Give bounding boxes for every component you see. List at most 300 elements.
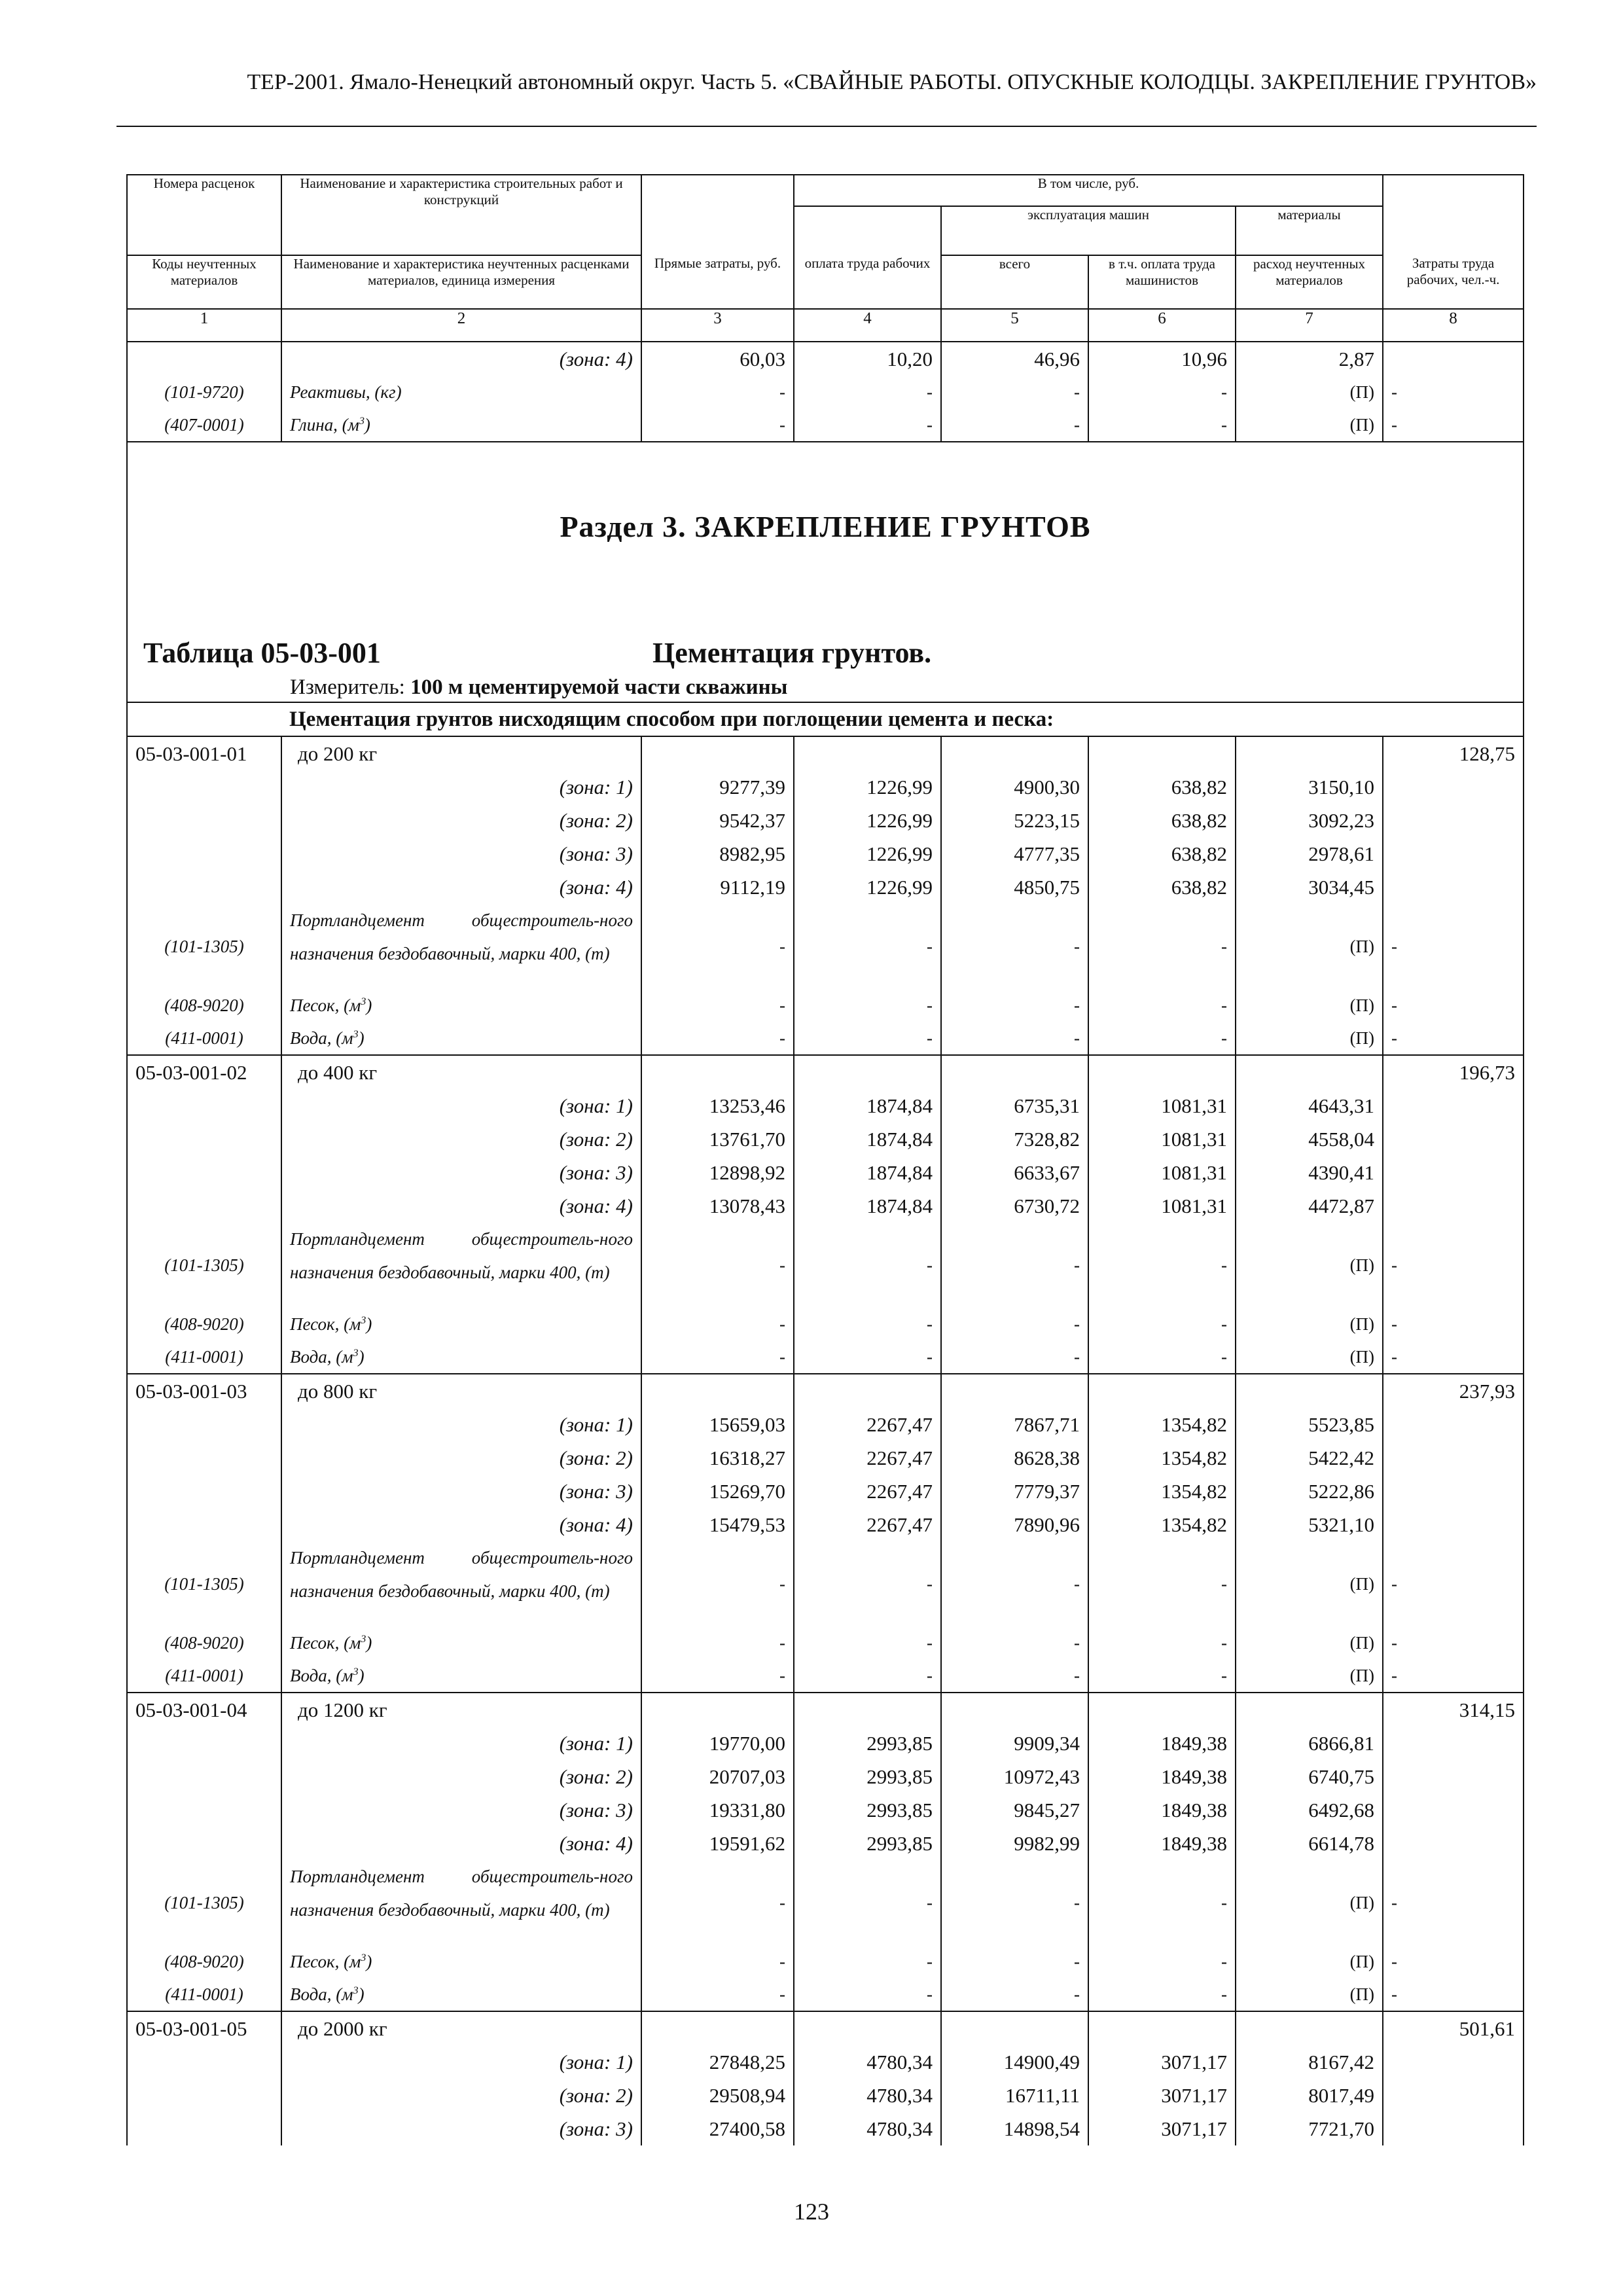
zone-value: 13761,70 <box>641 1122 794 1156</box>
rate-empty <box>1088 736 1236 770</box>
material-dash: - <box>941 1978 1088 2011</box>
material-p-mark: (П) <box>1236 989 1383 1022</box>
zone-value: 1354,82 <box>1088 1475 1236 1508</box>
material-code: (101-1305) <box>127 1223 281 1308</box>
column-number: 6 <box>1088 309 1236 342</box>
rate-empty <box>1088 2011 1236 2045</box>
zone-label: (зона: 3) <box>281 1475 641 1508</box>
rate-code-empty <box>127 1089 281 1122</box>
unit-exponent: 3 <box>361 1633 366 1645</box>
col8-header: Затраты труда рабочих, чел.-ч. <box>1383 255 1524 309</box>
material-dash: - <box>794 989 941 1022</box>
material-labor-dash: - <box>1383 1978 1524 2011</box>
material-row <box>127 989 1524 1022</box>
zone-row <box>127 2045 1524 2079</box>
col3-header: Прямые затраты, руб. <box>641 255 794 309</box>
material-name: Портландцемент общестроитель-ного назначения бездобавочный, марки 400, (т) <box>281 1860 641 1945</box>
zone-value: 8982,95 <box>641 837 794 870</box>
zone-value: 6614,78 <box>1236 1827 1383 1860</box>
material-p-mark: (П) <box>1236 1945 1383 1978</box>
zone-value: 1354,82 <box>1088 1508 1236 1541</box>
section-title: Раздел 3. ЗАКРЕПЛЕНИЕ ГРУНТОВ <box>560 510 1091 543</box>
rate-empty <box>641 736 794 770</box>
zone-value: 2993,85 <box>794 1827 941 1860</box>
rate-code-empty <box>127 1760 281 1793</box>
material-dash: - <box>794 1223 941 1308</box>
section-block <box>127 442 1524 702</box>
material-row <box>127 1022 1524 1055</box>
zone-label: (зона: 3) <box>281 2112 641 2145</box>
labor-empty <box>1383 1727 1524 1760</box>
table-label: Таблица 05-03-001 <box>143 637 381 669</box>
zone-value: 4777,35 <box>941 837 1088 870</box>
labor-empty <box>1383 1475 1524 1508</box>
rate-empty <box>1236 1693 1383 1727</box>
material-dash: - <box>941 1945 1088 1978</box>
zone-row <box>127 1760 1524 1793</box>
material-dash: - <box>1088 1978 1236 2011</box>
unit-exponent: 3 <box>353 1347 359 1359</box>
rate-empty <box>641 1374 794 1408</box>
material-dash: - <box>941 1022 1088 1055</box>
zone-value: 9112,19 <box>641 870 794 904</box>
rate-empty <box>1236 736 1383 770</box>
zone-value: 16318,27 <box>641 1441 794 1475</box>
zone-row <box>127 1441 1524 1475</box>
material-labor-dash: - <box>1383 1541 1524 1626</box>
rate-empty <box>794 1693 941 1727</box>
unit-exponent: 3 <box>361 1952 366 1964</box>
material-dash: - <box>641 1340 794 1374</box>
zone-value: 29508,94 <box>641 2079 794 2112</box>
unit-close: ) <box>358 1347 365 1367</box>
labor-empty <box>1383 837 1524 870</box>
material-name <box>281 1659 641 1693</box>
zone-value: 1874,84 <box>794 1122 941 1156</box>
zone-value: 15659,03 <box>641 1408 794 1441</box>
material-p-mark: (П) <box>1236 408 1383 442</box>
material-dash: - <box>794 1541 941 1626</box>
material-dash: - <box>1088 1308 1236 1340</box>
rate-labor: 237,93 <box>1383 1374 1524 1408</box>
rate-code: 05-03-001-01 <box>127 736 281 770</box>
zone-value: 19770,00 <box>641 1727 794 1760</box>
zone-value: 4900,30 <box>941 770 1088 804</box>
zone-label: (зона: 2) <box>281 1122 641 1156</box>
zone-value: 4780,34 <box>794 2079 941 2112</box>
zone-value: 1226,99 <box>794 804 941 837</box>
unit-close: ) <box>358 1984 365 2004</box>
material-name <box>281 408 641 442</box>
material-dash: - <box>794 1308 941 1340</box>
material-name: Реактивы, (кг) <box>281 376 641 408</box>
rate-labor: 196,73 <box>1383 1055 1524 1089</box>
rate-name: до 2000 кг <box>281 2011 641 2045</box>
material-dash: - <box>1088 408 1236 442</box>
rate-empty <box>941 1693 1088 1727</box>
col4-header: оплата труда рабочих <box>794 255 941 309</box>
rate-name: до 200 кг <box>281 736 641 770</box>
zone-label: (зона: 4) <box>281 1508 641 1541</box>
rate-code-empty <box>127 2045 281 2079</box>
rate-empty <box>641 1693 794 1727</box>
zone-value: 1874,84 <box>794 1189 941 1223</box>
material-labor-dash: - <box>1383 1223 1524 1308</box>
rate-code-empty <box>127 1475 281 1508</box>
material-code: (411-0001) <box>127 1978 281 2011</box>
material-labor-dash: - <box>1383 1945 1524 1978</box>
column-numbers-row <box>127 309 1524 342</box>
material-name-text: Вода, (м <box>290 1347 353 1367</box>
material-name-text: Песок, (м <box>290 1314 361 1334</box>
material-dash: - <box>641 989 794 1022</box>
header-rule <box>116 126 1537 127</box>
zone-value: 6866,81 <box>1236 1727 1383 1760</box>
labor-empty <box>1383 2045 1524 2079</box>
rate-name: до 1200 кг <box>281 1693 641 1727</box>
zone-value: 19591,62 <box>641 1827 794 1860</box>
rate-code-empty <box>127 1189 281 1223</box>
rate-code: 05-03-001-04 <box>127 1693 281 1727</box>
material-labor-dash: - <box>1383 1659 1524 1693</box>
zone-row <box>127 2112 1524 2145</box>
col1-header-top: Номера расценок <box>127 175 281 255</box>
material-dash: - <box>1088 989 1236 1022</box>
zone-value: 638,82 <box>1088 870 1236 904</box>
labor-empty <box>1383 804 1524 837</box>
material-dash: - <box>1088 1022 1236 1055</box>
rate-empty <box>1088 1693 1236 1727</box>
material-row <box>127 904 1524 989</box>
material-name <box>281 1022 641 1055</box>
material-dash: - <box>794 376 941 408</box>
rate-header-row <box>127 1693 1524 1727</box>
material-dash: - <box>794 904 941 989</box>
incl-header: В том числе, руб. <box>794 175 1383 206</box>
zone-value: 5523,85 <box>1236 1408 1383 1441</box>
material-dash: - <box>641 376 794 408</box>
zone-value: 6492,68 <box>1236 1793 1383 1827</box>
material-code: (101-1305) <box>127 904 281 989</box>
material-p-mark: (П) <box>1236 1541 1383 1626</box>
zone-label: (зона: 1) <box>281 1727 641 1760</box>
material-row <box>127 1860 1524 1945</box>
zone-value: 6740,75 <box>1236 1760 1383 1793</box>
column-number: 4 <box>794 309 941 342</box>
zone-value: 9542,37 <box>641 804 794 837</box>
material-row <box>127 1978 1524 2011</box>
material-code: (408-9020) <box>127 989 281 1022</box>
material-dash: - <box>641 408 794 442</box>
header-row-1 <box>127 175 1524 206</box>
rate-code-empty <box>127 870 281 904</box>
zone-label: (зона: 1) <box>281 1089 641 1122</box>
rate-labor: 128,75 <box>1383 736 1524 770</box>
material-name-text: Вода, (м <box>290 1666 353 1685</box>
unit-close: ) <box>366 996 372 1015</box>
material-p-mark: (П) <box>1236 1340 1383 1374</box>
unit-close: ) <box>358 1666 365 1685</box>
zone-value: 2,87 <box>1236 342 1383 376</box>
zone-value: 1081,31 <box>1088 1156 1236 1189</box>
page-header: ТЕР-2001. Ямало-Ненецкий автономный округ. Часть 5. «СВАЙНЫЕ РАБОТЫ. ОПУСКНЫЕ КОЛОДЦЫ. ЗАКРЕПЛЕНИЕ ГРУНТОВ» <box>247 70 1537 94</box>
rate-empty <box>794 1055 941 1089</box>
measure-line <box>128 673 1523 702</box>
material-dash: - <box>641 1978 794 2011</box>
material-labor-dash: - <box>1383 376 1524 408</box>
material-dash: - <box>641 1860 794 1945</box>
material-dash: - <box>641 1223 794 1308</box>
material-code: (407-0001) <box>127 408 281 442</box>
labor-empty <box>1383 1760 1524 1793</box>
zone-value: 15479,53 <box>641 1508 794 1541</box>
material-code: (411-0001) <box>127 1659 281 1693</box>
unit-close: ) <box>364 415 370 435</box>
material-dash: - <box>1088 1223 1236 1308</box>
zone-value: 2267,47 <box>794 1475 941 1508</box>
zone-value: 8017,49 <box>1236 2079 1383 2112</box>
zone-value: 4643,31 <box>1236 1089 1383 1122</box>
unit-exponent: 3 <box>353 1984 359 1996</box>
material-dash: - <box>1088 1340 1236 1374</box>
zone-label: (зона: 1) <box>281 2045 641 2079</box>
zone-value: 4390,41 <box>1236 1156 1383 1189</box>
rate-code: 05-03-001-05 <box>127 2011 281 2045</box>
page-number: 123 <box>794 2198 829 2225</box>
zone-value: 3071,17 <box>1088 2112 1236 2145</box>
rate-labor: 314,15 <box>1383 1693 1524 1727</box>
zone-label: (зона: 2) <box>281 1760 641 1793</box>
material-dash: - <box>941 904 1088 989</box>
zone-value: 1849,38 <box>1088 1793 1236 1827</box>
rate-name: до 800 кг <box>281 1374 641 1408</box>
rate-code-empty <box>127 1408 281 1441</box>
material-p-mark: (П) <box>1236 1223 1383 1308</box>
zone-value: 638,82 <box>1088 837 1236 870</box>
material-dash: - <box>941 1659 1088 1693</box>
rates-table-frame <box>126 174 1523 2145</box>
labor-empty <box>1383 2079 1524 2112</box>
material-dash: - <box>641 1945 794 1978</box>
material-code: (411-0001) <box>127 1022 281 1055</box>
column-number: 7 <box>1236 309 1383 342</box>
labor-empty <box>1383 1508 1524 1541</box>
col2-header-bottom: Наименование и характеристика неучтенных расценками материалов, единица измерения <box>281 255 641 309</box>
material-name: Портландцемент общестроитель-ного назначения бездобавочный, марки 400, (т) <box>281 904 641 989</box>
carry-material-row <box>127 376 1524 408</box>
header-row-3 <box>127 255 1524 309</box>
zone-value: 60,03 <box>641 342 794 376</box>
zone-value: 7890,96 <box>941 1508 1088 1541</box>
col7-header: расход неучтенных материалов <box>1236 255 1383 309</box>
zone-value: 9909,34 <box>941 1727 1088 1760</box>
zone-label: (зона: 1) <box>281 1408 641 1441</box>
column-number: 3 <box>641 309 794 342</box>
zone-value: 1849,38 <box>1088 1727 1236 1760</box>
material-dash: - <box>641 1308 794 1340</box>
rate-code-empty <box>127 2079 281 2112</box>
material-row <box>127 1626 1524 1659</box>
zone-value: 6730,72 <box>941 1189 1088 1223</box>
col5-header: всего <box>941 255 1088 309</box>
rate-code-empty <box>127 1727 281 1760</box>
rate-header-row <box>127 2011 1524 2045</box>
rate-code-empty <box>127 2112 281 2145</box>
zone-value: 3071,17 <box>1088 2045 1236 2079</box>
zone-value: 4558,04 <box>1236 1122 1383 1156</box>
zone-row <box>127 837 1524 870</box>
material-row <box>127 1308 1524 1340</box>
material-dash: - <box>794 1945 941 1978</box>
labor-empty <box>1383 870 1524 904</box>
material-code: (408-9020) <box>127 1626 281 1659</box>
measure-prefix: Измеритель: <box>290 675 411 699</box>
rate-code-empty <box>127 1827 281 1860</box>
material-dash: - <box>1088 1541 1236 1626</box>
zone-row <box>127 1408 1524 1441</box>
zone-value: 2267,47 <box>794 1408 941 1441</box>
rate-empty <box>1088 1055 1236 1089</box>
material-labor-dash: - <box>1383 989 1524 1022</box>
rate-header-row <box>127 1374 1524 1408</box>
table-name: Цементация грунтов. <box>652 637 932 669</box>
material-name-text: Песок, (м <box>290 996 361 1015</box>
material-dash: - <box>941 1340 1088 1374</box>
unit-exponent: 3 <box>353 1028 359 1040</box>
col1-header-bottom: Коды неучтенных материалов <box>127 255 281 309</box>
labor-empty <box>1383 1827 1524 1860</box>
material-dash: - <box>941 1308 1088 1340</box>
material-row <box>127 1945 1524 1978</box>
zone-value: 8628,38 <box>941 1441 1088 1475</box>
zone-value: 6735,31 <box>941 1089 1088 1122</box>
column-number: 8 <box>1383 309 1524 342</box>
material-dash: - <box>1088 1945 1236 1978</box>
zone-label: (зона: 2) <box>281 804 641 837</box>
rate-empty <box>1236 1055 1383 1089</box>
rate-code-empty <box>127 1122 281 1156</box>
material-name-text: Песок, (м <box>290 1633 361 1653</box>
labor-empty <box>1383 1441 1524 1475</box>
rate-empty <box>941 2011 1088 2045</box>
material-dash: - <box>1088 904 1236 989</box>
rate-name: до 400 кг <box>281 1055 641 1089</box>
zone-label: (зона: 3) <box>281 1793 641 1827</box>
zone-value: 1849,38 <box>1088 1760 1236 1793</box>
material-dash: - <box>641 1022 794 1055</box>
material-dash: - <box>941 1541 1088 1626</box>
col3-header-spacer <box>641 175 794 255</box>
material-p-mark: (П) <box>1236 1626 1383 1659</box>
material-labor-dash: - <box>1383 1340 1524 1374</box>
material-p-mark: (П) <box>1236 1022 1383 1055</box>
rate-empty <box>941 736 1088 770</box>
col2-header-top: Наименование и характеристика строительных работ и конструкций <box>281 175 641 255</box>
zone-value: 3092,23 <box>1236 804 1383 837</box>
rate-code-empty <box>127 804 281 837</box>
zone-row <box>127 1156 1524 1189</box>
material-dash: - <box>1088 376 1236 408</box>
zone-value: 12898,92 <box>641 1156 794 1189</box>
material-dash: - <box>794 1022 941 1055</box>
material-labor-dash: - <box>1383 1860 1524 1945</box>
zone-label: (зона: 3) <box>281 1156 641 1189</box>
material-row <box>127 1340 1524 1374</box>
zone-value: 6633,67 <box>941 1156 1088 1189</box>
material-dash: - <box>941 1626 1088 1659</box>
zone-value: 27400,58 <box>641 2112 794 2145</box>
zone-row <box>127 1508 1524 1541</box>
zone-row <box>127 870 1524 904</box>
material-dash: - <box>1088 1626 1236 1659</box>
zone-label: (зона: 4) <box>281 342 641 376</box>
labor-empty <box>1383 1408 1524 1441</box>
labor-empty <box>1383 1122 1524 1156</box>
zone-label: (зона: 4) <box>281 1827 641 1860</box>
zone-value: 1226,99 <box>794 870 941 904</box>
rate-empty <box>1236 1374 1383 1408</box>
group-title: Цементация грунтов нисходящим способом при поглощении цемента и песка: <box>281 702 1524 736</box>
carry-material-row <box>127 408 1524 442</box>
material-code: (101-9720) <box>127 376 281 408</box>
zone-value: 4472,87 <box>1236 1189 1383 1223</box>
rate-empty <box>1088 1374 1236 1408</box>
group-row <box>127 702 1524 736</box>
zone-label: (зона: 2) <box>281 2079 641 2112</box>
zone-row <box>127 1727 1524 1760</box>
unit-exponent: 3 <box>353 1666 359 1677</box>
material-p-mark: (П) <box>1236 1978 1383 2011</box>
material-dash: - <box>1088 1659 1236 1693</box>
measure-value: 100 м цементируемой части скважины <box>410 675 788 699</box>
unit-exponent: 3 <box>359 415 365 427</box>
material-dash: - <box>794 1626 941 1659</box>
zone-row <box>127 1475 1524 1508</box>
zone-value: 9982,99 <box>941 1827 1088 1860</box>
rate-empty <box>794 1374 941 1408</box>
zone-value: 14898,54 <box>941 2112 1088 2145</box>
zone-row <box>127 1122 1524 1156</box>
zone-row <box>127 1089 1524 1122</box>
material-p-mark: (П) <box>1236 1860 1383 1945</box>
machines-header: эксплуатация машин <box>941 206 1236 255</box>
material-dash: - <box>1088 1860 1236 1945</box>
labor-empty <box>1383 1089 1524 1122</box>
zone-value: 16711,11 <box>941 2079 1088 2112</box>
material-name <box>281 1978 641 2011</box>
rate-empty <box>794 2011 941 2045</box>
rate-empty <box>794 736 941 770</box>
material-dash: - <box>794 1860 941 1945</box>
group-code-empty <box>127 702 281 736</box>
zone-value: 7328,82 <box>941 1122 1088 1156</box>
labor-empty <box>1383 1189 1524 1223</box>
column-number: 5 <box>941 309 1088 342</box>
zone-value: 10972,43 <box>941 1760 1088 1793</box>
material-dash: - <box>941 1860 1088 1945</box>
zone-row <box>127 1793 1524 1827</box>
zone-value: 1354,82 <box>1088 1441 1236 1475</box>
zone-value: 2993,85 <box>794 1760 941 1793</box>
material-dash: - <box>794 408 941 442</box>
rate-code-empty <box>127 770 281 804</box>
zone-value: 1354,82 <box>1088 1408 1236 1441</box>
col4-header-spacer <box>794 206 941 255</box>
material-name: Портландцемент общестроитель-ного назначения бездобавочный, марки 400, (т) <box>281 1541 641 1626</box>
zone-value: 9845,27 <box>941 1793 1088 1827</box>
material-labor-dash: - <box>1383 1308 1524 1340</box>
zone-value: 15269,70 <box>641 1475 794 1508</box>
